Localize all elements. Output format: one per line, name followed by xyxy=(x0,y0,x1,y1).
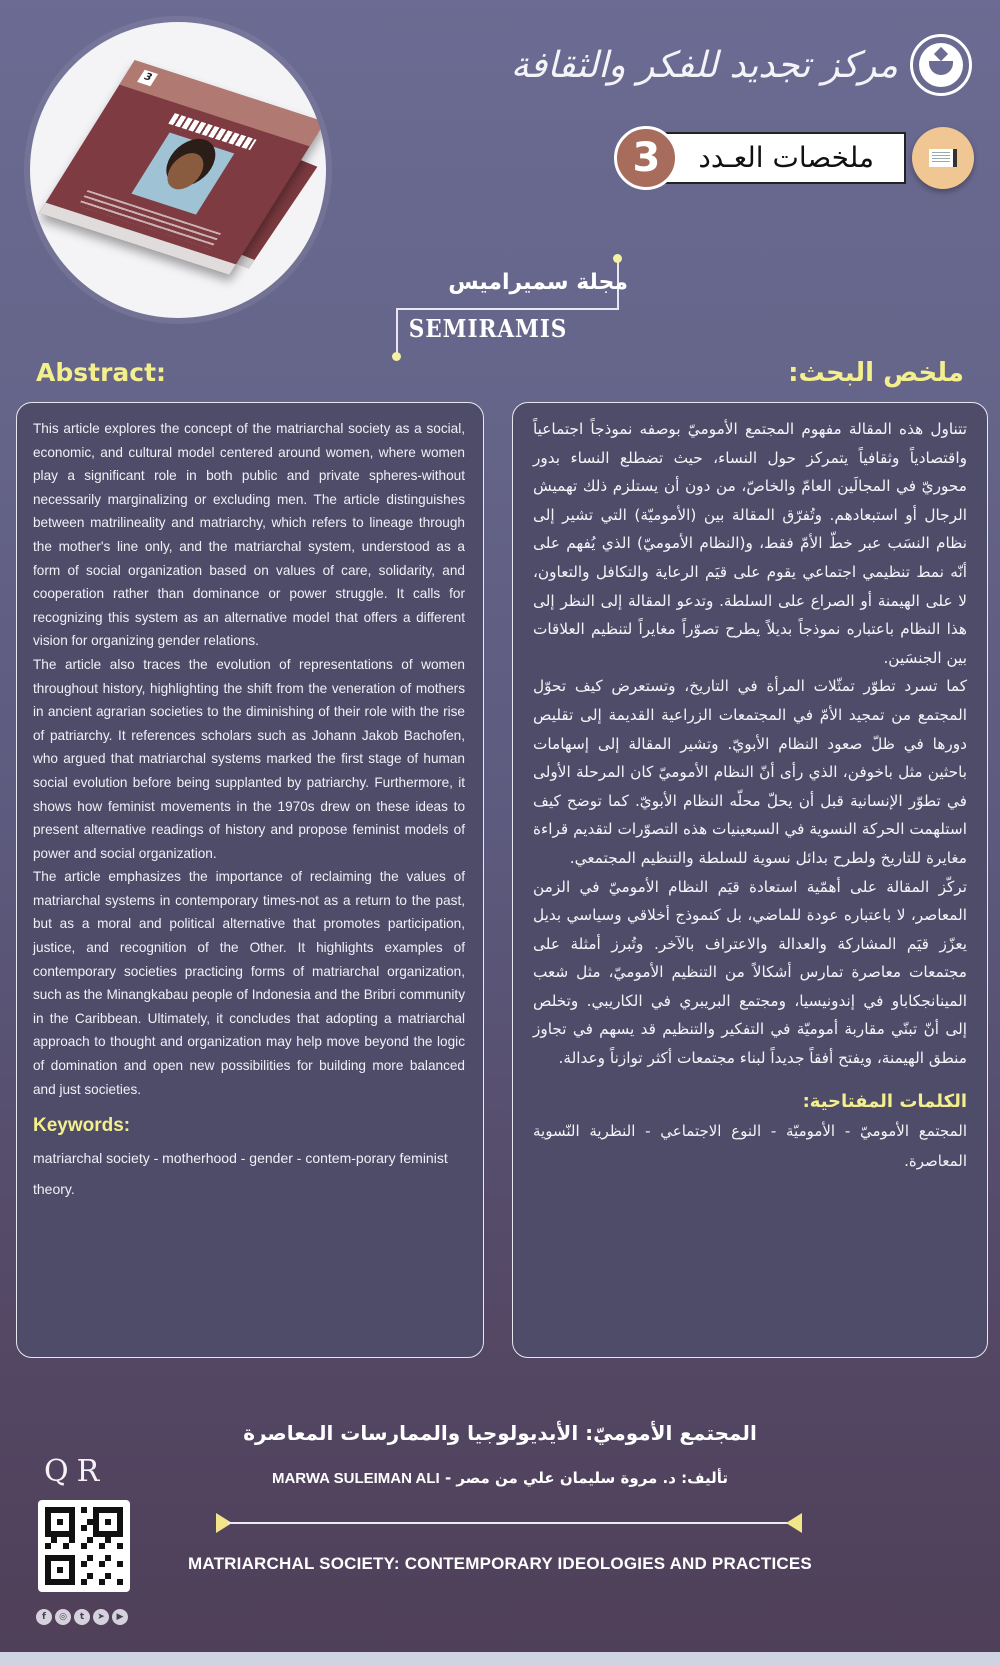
instagram-icon[interactable]: ◎ xyxy=(55,1609,71,1625)
connector-dot xyxy=(613,254,622,263)
cover-portrait xyxy=(131,132,234,214)
document-icon xyxy=(912,127,974,189)
abstract-panel-en xyxy=(16,402,484,1358)
abstract-paragraph: The article emphasizes the importance of reclaiming the values of matriarchal systems in contemporary times-not as a return to the past, but as a moral and political alternative that promotes participation, justice, and recognition of the Other. It highlights examples of contemporary societies practicing forms of matriarchal organization, such as the Minangkabau people of Indonesia and the Bribri community in the Caribbean. Ultimately, it concludes that adopting a matriarchal approach to thought and organization may help move beyond the logic of domination and open new possibilities for building more balanced and just societies. xyxy=(33,869,465,1097)
abstract-paragraph: The article also traces the evolution of representations of women throughout history, highlighting the shift from the veneration of mothers in ancient agrarian societies to the diminishing of their role with the rise of patriarchy. It references scholars such as Johann Jakob Bachofen, who argued that matriarchal systems marked the first stage of human social evolution before being supplanted by patriarchy. Furthermore, it shows how feminist movements in the 1970s drew on these ideas to present alternative readings of history and propose feminist models of power and social organization. xyxy=(33,656,465,861)
connector-line xyxy=(398,308,619,310)
author-ar: تأليف: د. مروة سليمان علي من مصر - xyxy=(444,1469,729,1487)
org-name: مركز تجديد للفكر والثقافة xyxy=(510,44,898,86)
qr-code[interactable] xyxy=(38,1500,130,1592)
social-links xyxy=(36,1609,128,1625)
keywords-heading-en: Keywords: xyxy=(33,1115,131,1137)
abstract-body-en xyxy=(33,417,465,1101)
qr-code-pattern xyxy=(45,1507,123,1585)
telegram-icon[interactable]: ➤ xyxy=(93,1609,109,1625)
author-line xyxy=(200,1469,800,1487)
qr-label: QR xyxy=(44,1454,108,1489)
abstract-body-ar xyxy=(533,415,967,1073)
journal-name-en: SEMIRAMIS xyxy=(408,314,568,343)
book-front xyxy=(39,60,325,275)
keywords-ar: المجتمع الأموميّ - الأموميّة - النوع الاجتماعي - النظرية النّسوية المعاصرة. xyxy=(533,1121,967,1170)
abstract-paragraph: This article explores the concept of the matriarchal society as a social, economic, and cultural model centered around women, where women play a significant role in both public and private spheres-without necessarily marginalizing or excluding men. The article distinguishes between matrilineality and matriarchy, which refers to lineage through the mother's line only, and the matriarchal system, understood as a form of social organization based on values of care, solidarity, and cooperation rather than dominance or power struggle. It calls for recognizing this system as an alternative model that offers a different vision for organizing gender relations. xyxy=(33,421,465,649)
abstract-paragraph: تتناول هذه المقالة مفهوم المجتمع الأموميّ بوصفه نموذجاً اجتماعياً واقتصادياً وثقافياً يتمركز حول النساء، حيث تضطلع النساء بدور محوريّ في المجالَين العامّ والخاصّ، من دون أن يستلزم ذلك تهميش الرجال أو استبعادهم. وتُفرّق المقالة بين (الأموميّة) التي تشير إلى نظام النسَب عبر خطّ الأمّ فقط، و(النظام الأموميّ) الذي يُفهم على أنّه نمط تنظيمي اجتماعي يقوم على قيَم الرعاية والتكافل والتعاون، لا على الهيمنة أو الصراع على السلطة. وتدعو المقالة إلى النظر إلى هذا النظام باعتباره نموذجاً بديلاً يطرح تصوّراً مغايراً لتنظيم العلاقات بين الجنسَين. xyxy=(533,420,967,667)
twitter-icon[interactable]: t xyxy=(74,1609,90,1625)
facebook-icon[interactable]: f xyxy=(36,1609,52,1625)
youtube-icon[interactable]: ▶ xyxy=(112,1609,128,1625)
article-title-ar: المجتمع الأموميّ: الأيديولوجيا والممارسات المعاصرة xyxy=(243,1421,757,1445)
divider-line xyxy=(228,1522,790,1524)
issue-number: 3 xyxy=(614,126,678,190)
keywords-en: matriarchal society - motherhood - gender - contem-porary feminist theory. xyxy=(33,1150,448,1198)
connector-dot xyxy=(392,352,401,361)
abstract-paragraph: تركّز المقالة على أهمّية استعادة قيَم النظام الأموميّ في الزمن المعاصر، لا باعتباره عودة للماضي، بل كنموذج أخلاقي وسياسي بديل يعزّز قيَم المشاركة والعدالة والاعتراف بالآخر. وتُبرز أمثلة على مجتمعات معاصرة تمارس أشكالاً من التنظيم الأموميّ، مثل شعب المينانجكاباو في إندونيسيا، ومجتمع البريبري في الكاريبي. وتخلص إلى أنّ تبنّي مقاربة أموميّة في التفكير والتنظيم قد يسهم في تجاوز منطق الهيمنة، ويفتح أفقاً جديداً لبناء مجتمعات أكثر توازناً وعدالة. xyxy=(533,877,967,1068)
cover-issue-number: 3 xyxy=(137,70,158,87)
abstract-heading-ar: ملخص البحث: xyxy=(788,358,964,388)
abstract-heading-en: Abstract: xyxy=(36,358,167,387)
keywords-heading-ar: الكلمات المفتاحية: xyxy=(802,1090,967,1112)
abstract-panel-ar xyxy=(512,402,988,1358)
org-emblem-icon xyxy=(910,34,972,96)
bottom-strip xyxy=(0,1652,1000,1666)
issue-label: ملخصات العـدد xyxy=(656,132,906,184)
connector-line xyxy=(396,308,398,356)
author-en: MARWA SULEIMAN ALI xyxy=(271,1470,440,1487)
org-logo xyxy=(511,34,972,96)
abstract-paragraph: كما تسرد تطوّر تمثّلات المرأة في التاريخ، وتستعرض كيف تحوّل المجتمع من تمجيد الأمّ في المجتمعات الزراعية القديمة إلى تقليص دورها في ظلّ صعود النظام الأبويّ. وتشير المقالة إلى إسهامات باحثين مثل باخوفن، الذي رأى أنّ النظام الأموميّ كان المرحلة الأولى في تطوّر الإنسانية قبل أن يحلّ محلّه النظام الأبويّ. كما توضح كيف استلهمت الحركة النسوية في السبعينيات هذه التصوّرات لتقديم قراءة مغايرة للتاريخ ولطرح بدائل نسوية للسلطة والتنظيم المجتمعي. xyxy=(533,677,967,867)
divider-arrow-right xyxy=(786,1513,802,1533)
journal-cover-image xyxy=(30,22,326,318)
issue-badge xyxy=(614,126,974,190)
article-title-en: MATRIARCHAL SOCIETY: CONTEMPORARY IDEOLOGIES AND PRACTICES xyxy=(188,1554,812,1573)
journal-name-ar: مجلة سميراميس xyxy=(448,270,628,295)
